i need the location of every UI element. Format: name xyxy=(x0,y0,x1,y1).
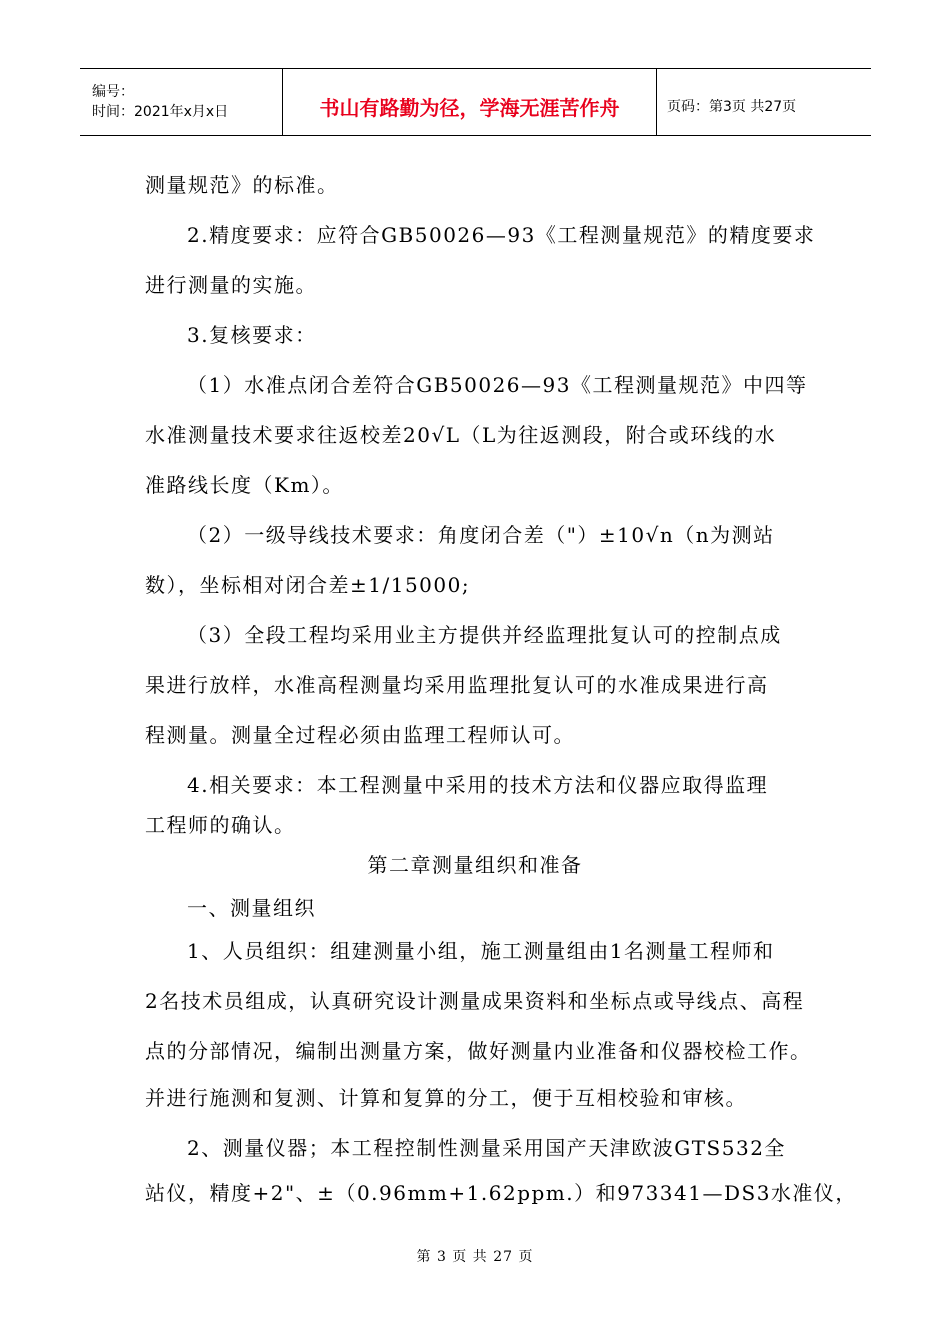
page-info-text: 页码：第3页 共27页 xyxy=(667,99,797,115)
body-line: 程测量。测量全过程必须由监理工程师认可。 xyxy=(145,723,575,747)
body-line: 4.相关要求：本工程测量中采用的技术方法和仪器应取得监理 xyxy=(187,773,769,797)
body-line: （2）一级导线技术要求：角度闭合差（"）±10√n（n为测站 xyxy=(187,523,775,547)
body-line: 2、测量仪器；本工程控制性测量采用国产天津欧波GTS532全 xyxy=(187,1136,786,1160)
body-line: 2名技术员组成，认真研究设计测量成果资料和坐标点或导线点、高程 xyxy=(145,989,805,1013)
body-line: 2.精度要求：应符合GB50026—93《工程测量规范》的精度要求 xyxy=(187,223,816,247)
body-line: （3）全段工程均采用业主方提供并经监理批复认可的控制点成 xyxy=(187,623,782,647)
header-meta xyxy=(80,69,283,135)
body-line: 进行测量的实施。 xyxy=(145,273,317,297)
body-line: 果进行放样，水准高程测量均采用监理批复认可的水准成果进行高 xyxy=(145,673,769,697)
page-header xyxy=(80,68,871,136)
body-line: 站仪，精度+2"、±（0.96mm+1.62ppm.）和973341—DS3水准仪， xyxy=(145,1181,857,1205)
date-label: 时间：2021年x月x日 xyxy=(92,104,229,120)
body-line: （1）水准点闭合差符合GB50026—93《工程测量规范》中四等 xyxy=(187,373,808,397)
body-line: 水准测量技术要求往返校差20√L（L为往返测段，附合或环线的水 xyxy=(145,423,777,447)
code-label: 编号： xyxy=(92,84,134,100)
body-line: 测量规范》的标准。 xyxy=(145,173,339,197)
chapter-heading: 第二章测量组织和准备 xyxy=(367,853,583,877)
body-line: 数），坐标相对闭合差±1/15000; xyxy=(145,573,471,597)
body-line: 3.复核要求： xyxy=(187,323,317,347)
header-motto xyxy=(283,69,657,135)
body-line: 并进行施测和复测、计算和复算的分工，便于互相校验和审核。 xyxy=(145,1086,747,1110)
body-line: 准路线长度（Km）。 xyxy=(145,473,344,497)
header-page-info xyxy=(657,69,871,135)
body-line: 点的分部情况，编制出测量方案，做好测量内业准备和仪器校检工作。 xyxy=(145,1039,812,1063)
section-heading: 一、测量组织 xyxy=(187,896,316,920)
page-footer: 第 3 页 共 27 页 xyxy=(416,1249,534,1265)
body-line: 1、人员组织：组建测量小组，施工测量组由1名测量工程师和 xyxy=(187,939,775,963)
motto-text: 书山有路勤为径，学海无涯苦作舟 xyxy=(319,95,620,120)
body-line: 工程师的确认。 xyxy=(145,813,296,837)
